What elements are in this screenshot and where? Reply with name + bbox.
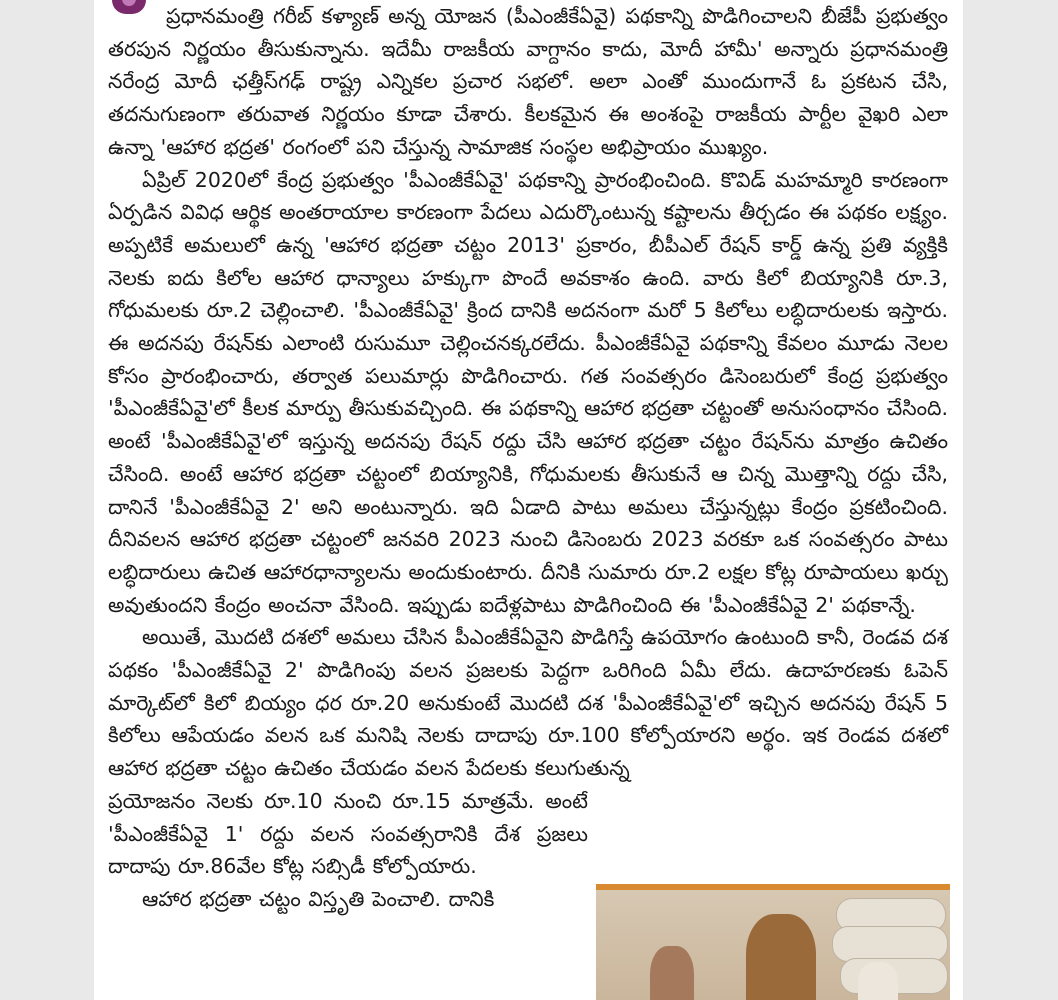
article-paragraph-5: ఆహార భద్రతా చట్టం విస్తృతి పెంచాలి. దానికి: [142, 886, 495, 911]
rice-sack: [832, 926, 948, 962]
article-column: [108, 0, 948, 916]
article-paragraph-2: ఏప్రిల్ 2020లో కేంద్ర ప్రభుత్వం 'పీఎంజీకేఏవై' పథకాన్ని ప్రారంభించింది. కొవిడ్ మహమ్మారి కారణంగా ఏర్పడిన వివిధ ఆర్థిక అంతరాయాల కారణంగా పేదలు ఎదుర్కొంటున్న కష్టాలను తీర్చడం ఈ పథకం లక్ష్యం. అప్పటికే అమలులో ఉన్న 'ఆహార భద్రతా చట్టం 2013' ప్రకారం, బీపీఎల్ రేషన్ కార్డ్ ఉన్న ప్రతి వ్యక్తికి నెలకు ఐదు కిలోల ఆహార ధాన్యాలు హక్కుగా పొందే అవకాశం ఉంది. వారు కిలో బియ్యానికి రూ.3, గోధుమలకు రూ.2 చెల్లించాలి. 'పీఎంజీకేఏవై' క్రింద దానికి అదనంగా మరో 5 కిలోలు లబ్ధిదారులకు ఇస్తారు. ఈ అదనపు రేషన్‌కు ఎలాంటి రుసుమూ చెల్లించనక్కరలేదు. పీఎంజీకేఏవై పథకాన్ని కేవలం మూడు నెలల కోసం ప్రారంభించారు, తర్వాత పలుమార్లు పొడిగించారు. గత సంవత్సరం డిసెంబరులో కేంద్ర ప్రభుత్వం 'పీఎంజీకేఏవై'లో కీలక మార్పు తీసుకువచ్చింది. ఈ పథకాన్ని ఆహార భద్రతా చట్టంతో అనుసంధానం చేసింది. అంటే 'పీఎంజీకేఏవై'లో ఇస్తున్న అదనపు రేషన్ రద్దు చేసి ఆహార భద్రతా చట్టం రేషన్‌ను మాత్రం ఉచితం చేసింది. అంటే ఆహార భద్రతా చట్టంలో బియ్యానికి, గోధుమలకు తీసుకునే ఆ చిన్న మొత్తాన్ని రద్దు చేసి, దానినే 'పీఎంజీకేఏవై 2' అని అంటున్నారు. ఇది ఏడాది పాటు అమలు చేస్తున్నట్లు కేంద్రం ప్రకటించింది. దీనివలన ఆహార భద్రతా చట్టంలో జనవరి 2023 నుంచి డిసెంబరు 2023 వరకూ ఒక సంవత్సరం పాటు లబ్ధిదారులు ఉచిత ఆహారధాన్యాలను అందుకుంటారు. దీనికి సుమారు రూ.2 లక్షల కోట్ల రూపాయలు ఖర్చు అవుతుందని కేంద్రం అంచనా వేసింది. ఇప్పుడు ఐదేళ్లపాటు పొడిగించింది ఈ 'పీఎంజీకేఏవై 2' పథకాన్నే.: [108, 167, 948, 617]
newspaper-page: [94, 0, 963, 1000]
person-figure: [650, 946, 694, 1000]
person-figure: [746, 914, 816, 1000]
article-paragraph-4: ప్రయోజనం నెలకు రూ.10 నుంచి రూ.15 మాత్రమే. అంటే 'పీఎంజీకేఏవై 1' రద్దు వలన సంవత్సరానికి దేశ ప్రజలు దాదాపు రూ.86వేల కోట్ల సబ్సిడీ కోల్పోయారు.: [108, 788, 588, 879]
article-paragraph-3: అయితే, మొదటి దశలో అమలు చేసిన పీఎంజీకేఏవైని పొడిగిస్తే ఉపయోగం ఉంటుంది కానీ, రెండవ దశ పథకం 'పీఎంజీకేఏవై 2' పొడిగింపు వలన ప్రజలకు పెద్దగా ఒరిగింది ఏమీ లేదు. ఉదాహరణకు ఓపెన్ మార్కెట్‌లో కిలో బియ్యం ధర రూ.20 అనుకుంటే మొదటి దశ 'పీఎంజీకేఏవై'లో ఇచ్చిన అదనపు రేషన్ 5 కిలోలు ఆపేయడం వలన ఒక మనిషి నెలకు దాదాపు రూ.100 కోల్పోయారని అర్థం. ఇక రెండవ దశలో ఆహార భద్రతా చట్టం ఉచితం చేయడం వలన పేదలకు కలుగుతున్న: [108, 625, 948, 781]
news-photo-ration-sacks: [596, 884, 950, 1000]
article-paragraph-1: ప్రధానమంత్రి గరీబ్ కళ్యాణ్ అన్న యోజన (పీఎంజీకేఏవై) పథకాన్ని పొడిగించాలని బీజేపీ ప్రభుత్వం తరపున నిర్ణయం తీసుకున్నాను. ఇదేమీ రాజకీయ వాగ్దానం కాదు, మోదీ హామీ' అన్నారు ప్రధానమంత్రి నరేంద్ర మోదీ ఛత్తీస్‌గఢ్ రాష్ట్ర ఎన్నికల ప్రచార సభలో. అలా ఎంతో ముందుగానే ఓ ప్రకటన చేసి, తదనుగుణంగా తరువాత నిర్ణయం కూడా చేశారు. కీలకమైన ఈ అంశంపై రాజకీయ పార్టీల వైఖరి ఎలా ఉన్నా 'ఆహార భద్రత' రంగంలో పని చేస్తున్న సామాజిక సంస్థల అభిప్రాయం ముఖ్యం.: [108, 4, 948, 159]
photo-border: [596, 884, 950, 890]
person-figure: [858, 962, 898, 1000]
